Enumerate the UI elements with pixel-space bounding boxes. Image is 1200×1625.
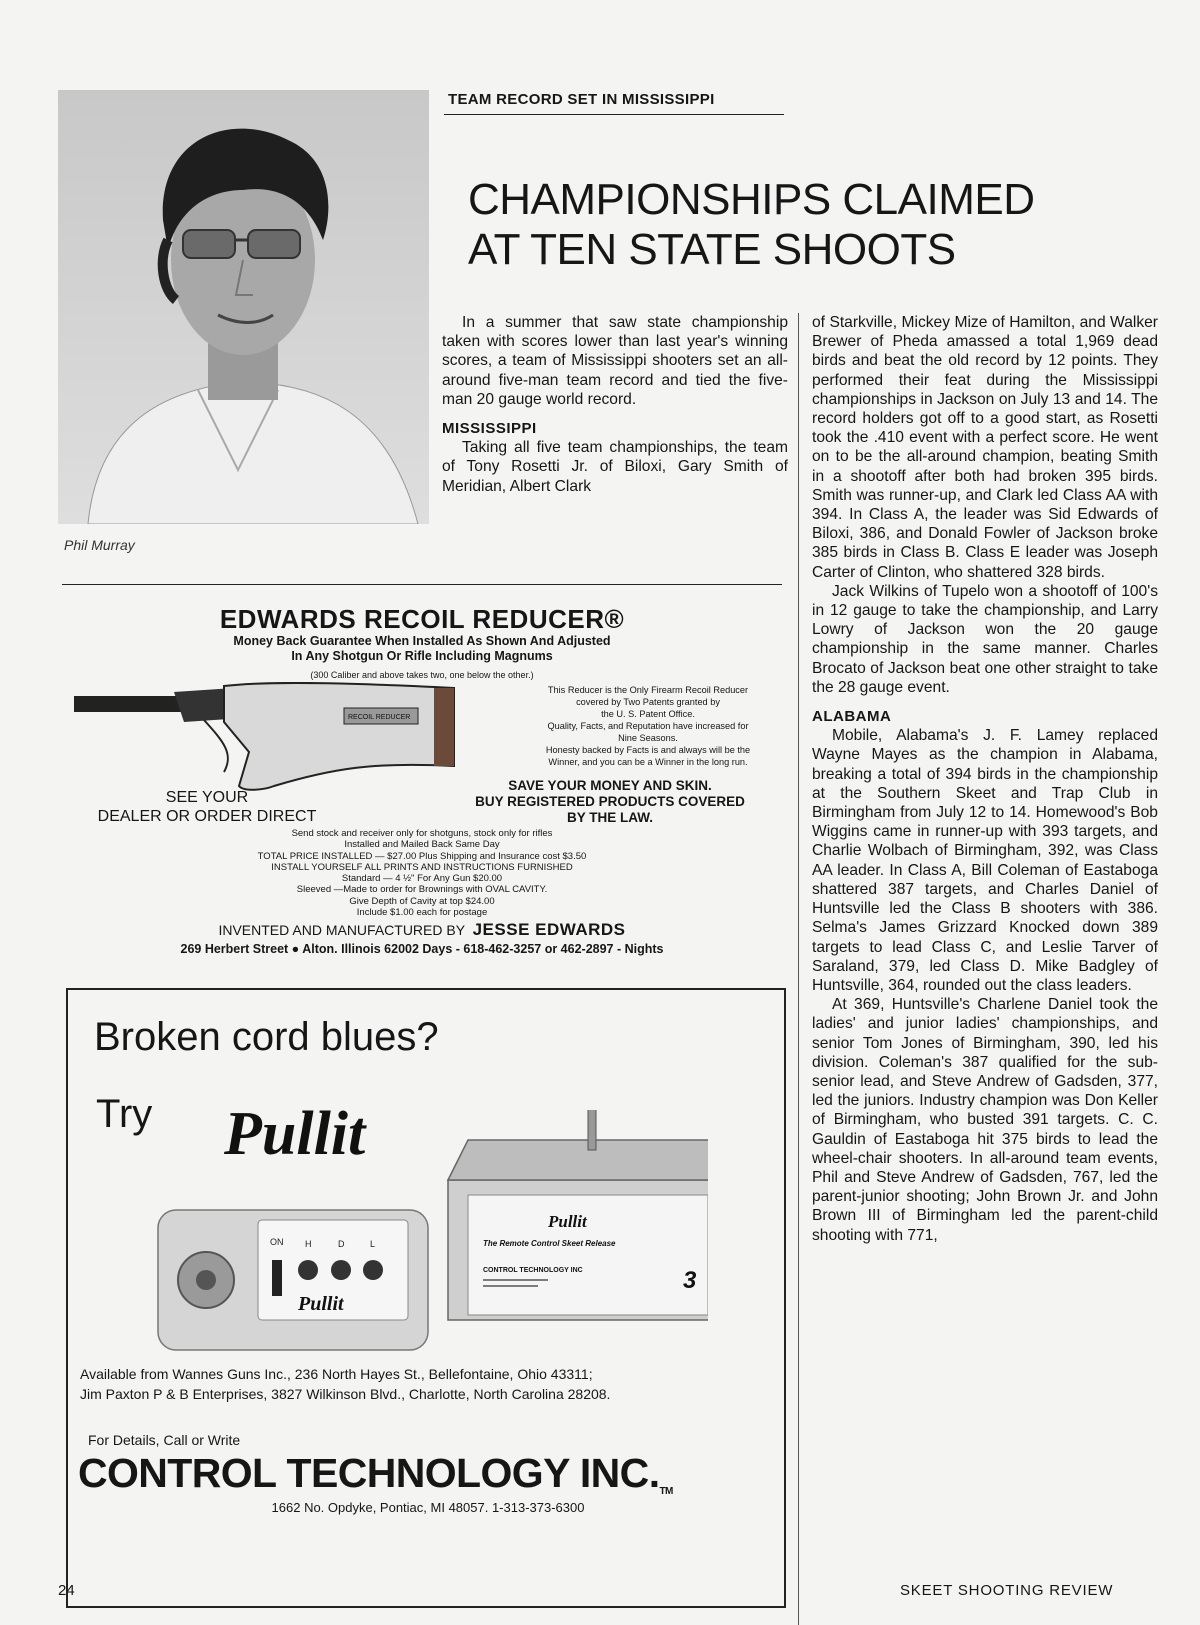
caliber-note: (300 Caliber and above takes two, one below the other.)	[310, 670, 534, 680]
article-kicker: TEAM RECORD SET IN MISSISSIPPI	[448, 91, 715, 108]
headline-line-1: CHAMPIONSHIPS CLAIMED	[468, 175, 1035, 224]
kicker-rule	[444, 114, 784, 115]
toggle-switch	[272, 1260, 282, 1296]
recoil-ad-fine-print	[62, 828, 782, 918]
page-number: 24	[58, 1582, 75, 1599]
pullit-try: Try	[96, 1092, 153, 1136]
pullit-products-photo	[148, 1110, 708, 1360]
portrait-illustration	[58, 90, 429, 524]
fine-line-1: Send stock and receiver only for shotguns, stock only for rifles	[291, 828, 553, 839]
section-heading-alabama: ALABAMA	[812, 708, 892, 726]
box-logo: Pullit	[548, 1212, 587, 1231]
invented-by	[62, 920, 782, 940]
recoil-ad-claims	[462, 684, 834, 768]
pullit-company-address: 1662 No. Opdyke, Pontiac, MI 48057. 1-313-373-6300	[271, 1500, 585, 1515]
mississippi-paragraph-2: Jack Wilkins of Tupelo won a shootoff of 100's in 12 gauge to take the championship, and Larry Lowry of Jackson won the 20 gauge championship in the same manner. Charles Brocato of Jackson beat one other straight to take the 28 gauge event.	[812, 582, 1158, 696]
claim-line-6: Honesty backed by Facts is and always will be the	[545, 745, 751, 755]
fine-line-6: Sleeved —Made to order for Brownings with OVAL CAVITY.	[296, 884, 548, 896]
recoil-ad-guarantee	[62, 634, 782, 664]
save-line-3: BY THE LAW.	[566, 810, 653, 825]
box-tagline: The Remote Control Skeet Release	[483, 1239, 616, 1248]
panel-letter-l: L	[370, 1239, 376, 1249]
panel-letter-d: D	[338, 1239, 345, 1249]
headline-line-2: AT TEN STATE SHOOTS	[468, 225, 956, 274]
panel-letter-h: H	[305, 1239, 312, 1249]
release-lever	[588, 1110, 596, 1150]
alabama-paragraph-2: At 369, Huntsville's Charlene Daniel took the ladies' and junior ladies' championships, and senior Tom Jones of Birmingham, 390, led his division. Coleman's 387 qualified for the sub-senior lead, and Steve Andrew of Gadsden, 377, led the juniors. Industry champion was Don Keller of Birmingham, who busted 391 targets. C. C. Gauldin of Eastaboga hit 375 birds to lead the wheel-chair shooters. In all-around team events, Phil and Steve Andrew of Gadsden, 767, led the parent-junior shooting; John Brown Jr. and John Brown III of Birmingham led the parent-child shooting with 771,	[812, 996, 1158, 1244]
pullit-details: For Details, Call or Write	[88, 1432, 241, 1448]
fine-line-3: TOTAL PRICE INSTALLED — $27.00 Plus Shipping and Insurance cost $3.50	[257, 850, 587, 862]
panel-button-d	[331, 1260, 351, 1280]
pullit-ad	[66, 988, 786, 1608]
guarantee-line-2: In Any Shotgun Or Rifle Including Magnums	[291, 649, 553, 663]
recoil-ad-address: 269 Herbert Street ● Alton. Illinois 62002 Days - 618-462-3257 or 462-2897 - Nights	[180, 942, 664, 956]
fine-line-2: Installed and Mailed Back Same Day	[344, 839, 500, 851]
recoil-reducer-ad	[62, 600, 782, 960]
stock-reducer-label: RECOIL REDUCER	[348, 714, 411, 721]
article-headline	[468, 175, 1128, 275]
fine-line-4: INSTALL YOURSELF ALL PRINTS AND INSTRUCTIONS FURNISHED	[271, 861, 573, 873]
intro-paragraph: In a summer that saw state championship taken with scores lower than last year's winning scores, a team of Mississippi shooters set an all-around five-man team record and tied the five-man 20 gauge world record.	[442, 314, 788, 408]
claim-line-2: covered by Two Patents granted by	[576, 697, 720, 707]
see-dealer-text	[62, 788, 352, 826]
journal-name: SKEET SHOOTING REVIEW	[900, 1582, 1114, 1599]
mississippi-paragraph-start: Taking all five team championships, the team of Tony Rosetti Jr. of Biloxi, Gary Smith of Meridian, Albert Clark	[442, 439, 788, 495]
see-line-1: SEE YOUR	[165, 789, 249, 806]
save-line-1: SAVE YOUR MONEY AND SKIN.	[508, 778, 712, 793]
see-line-2: DEALER OR ORDER DIRECT	[97, 808, 317, 825]
inventor-name: JESSE EDWARDS	[472, 920, 626, 939]
fine-line-8: Include $1.00 each for postage	[356, 907, 488, 919]
pullit-company	[78, 1450, 673, 1497]
pullit-headline: Broken cord blues?	[94, 1015, 439, 1059]
panel-logo: Pullit	[298, 1293, 344, 1315]
pullit-availability	[80, 1364, 780, 1404]
photo-caption: Phil Murray	[64, 537, 135, 553]
guarantee-line-1: Money Back Guarantee When Installed As Shown And Adjusted	[233, 634, 611, 648]
fine-line-5: Standard — 4 ½" For Any Gun $20.00	[341, 873, 503, 885]
claim-line-4: Quality, Facts, and Reputation have increased for	[547, 721, 749, 731]
availability-line-1: Available from Wannes Guns Inc., 236 North Hayes St., Bellefontaine, Ohio 43311;	[80, 1366, 593, 1382]
switch-label: ON	[270, 1237, 284, 1247]
column-divider	[798, 313, 799, 1625]
fine-line-7: Give Depth of Cavity at top $24.00	[349, 895, 495, 907]
pullit-logo-text: Pullit	[224, 1100, 366, 1168]
invented-label: INVENTED AND MANUFACTURED BY	[218, 922, 465, 938]
alabama-paragraph-1: Mobile, Alabama's J. F. Lamey replaced Wayne Mayes as the champion in Alabama, breaking a total of 394 birds in the championship at the Southern Skeet and Trap Club in Birmingham from July 12 to 14. Homewood's Bob Wiggins came in runner-up with 393 targets, and Charlie Wolbach of Birmingham, 392, was Class AA leader. In Class A, Bill Coleman of Eastaboga shattered 387 targets, and Charles Daniel of Huntsville led the Class B shooters with 386. Selma's James Grizzard Knocked down 389 targets to lead Class C, and Leslie Tarver of Saraland, 379, led Class D. Mike Badgley of Huntsville, 364, rounded out the class leaders.	[812, 727, 1158, 994]
portrait-photo	[58, 90, 429, 524]
ad-separator-rule	[62, 584, 782, 585]
recoil-ad-title: EDWARDS RECOIL REDUCER®	[219, 604, 625, 634]
box-number: 3	[683, 1267, 697, 1294]
claim-line-5: Nine Seasons.	[618, 733, 678, 743]
box-company: CONTROL TECHNOLOGY INC	[483, 1267, 583, 1274]
claim-line-3: the U. S. Patent Office.	[601, 709, 695, 719]
panel-button-h	[298, 1260, 318, 1280]
article-column-right	[812, 313, 1158, 1245]
section-heading-mississippi: MISSISSIPPI	[442, 420, 537, 438]
claim-line-7: Winner, and you can be a Winner in the long run.	[548, 757, 748, 767]
save-money-text	[390, 778, 830, 826]
trademark-mark: TM	[659, 1486, 673, 1497]
availability-line-2: Jim Paxton P & B Enterprises, 3827 Wilkinson Blvd., Charlotte, North Carolina 28208.	[80, 1386, 611, 1402]
mississippi-paragraph-cont: of Starkville, Mickey Mize of Hamilton, and Walker Brewer of Pheda amassed a total 1,969 dead birds and beat the old record by 12 points. They performed their feat during the Mississippi championships in Jackson on July 13 and 14. The record holders got off to a good start, as Rosetti took the .410 event with a perfect score. He went on to be the all-around champion, beating Smith in a shootoff after both had broken 395 birds. Smith was runner-up, and Clark led Class AA with 394. In Class A, the leader was Sid Edwards of Biloxi, 386, and Donald Fowler of Jackson broke 385 birds in Class B. Class E leader was Joseph Carter of Clinton, who shattered 328 birds.	[812, 314, 1158, 581]
save-line-2: BUY REGISTERED PRODUCTS COVERED	[475, 794, 745, 809]
claim-line-1: This Reducer is the Only Firearm Recoil Reducer	[547, 685, 749, 695]
company-name: CONTROL TECHNOLOGY INC.	[78, 1450, 660, 1496]
panel-button-l	[363, 1260, 383, 1280]
article-column-middle	[442, 313, 788, 496]
